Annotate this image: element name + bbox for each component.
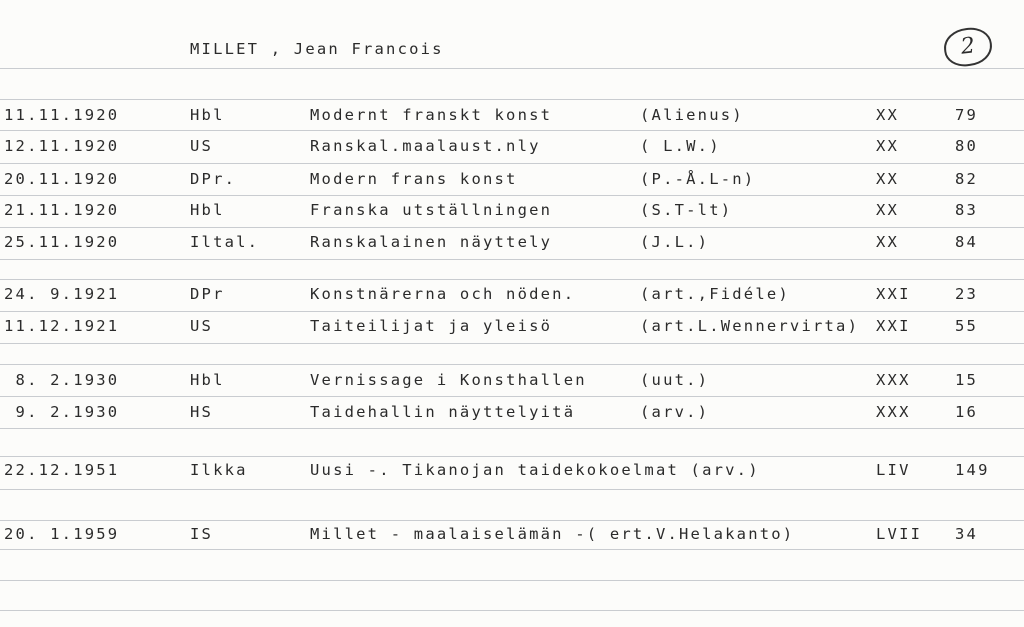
entry-volume: XXX	[876, 403, 911, 421]
entry-title: Ranskal.maalaust.nly	[310, 137, 541, 155]
entry-author: (uut.)	[640, 371, 710, 389]
ruled-line	[0, 428, 1024, 429]
entry-title: Modernt franskt konst	[310, 106, 553, 124]
entry-date: 20. 1.1959	[4, 525, 120, 543]
entry-title: Franska utställningen	[310, 201, 553, 219]
ruled-line	[0, 456, 1024, 457]
entry-title: Millet - maalaiselämän -( ert.V.Helakanto)	[310, 525, 795, 543]
entry-volume: XX	[876, 137, 900, 155]
entry-source: Iltal.	[190, 233, 260, 251]
entry-date: 24. 9.1921	[4, 285, 120, 303]
ruled-line	[0, 259, 1024, 260]
entry-source: HS	[190, 403, 214, 421]
entry-source: DPr	[190, 285, 225, 303]
entry-source: Hbl	[190, 201, 225, 219]
entry-number: 149	[955, 461, 990, 479]
entry-source: DPr.	[190, 170, 237, 188]
entry-volume: LVII	[876, 525, 923, 543]
entry-title: Modern frans konst	[310, 170, 518, 188]
ruled-line	[0, 311, 1024, 312]
entry-author: (S.T-lt)	[640, 201, 733, 219]
entry-number: 80	[955, 137, 979, 155]
entry-number: 79	[955, 106, 979, 124]
ruled-line	[0, 163, 1024, 164]
ruled-line	[0, 195, 1024, 196]
entry-source: Hbl	[190, 106, 225, 124]
ruled-line	[0, 580, 1024, 581]
entry-number: 55	[955, 317, 979, 335]
ruled-line	[0, 130, 1024, 131]
entry-volume: XXI	[876, 317, 911, 335]
entry-author: (Alienus)	[640, 106, 744, 124]
entry-date: 25.11.1920	[4, 233, 120, 251]
entry-number: 16	[955, 403, 979, 421]
entry-title: Konstnärerna och nöden.	[310, 285, 576, 303]
entry-author: (art.L.Wennervirta)	[640, 317, 860, 335]
entry-number: 34	[955, 525, 979, 543]
ruled-line	[0, 610, 1024, 611]
entry-title: Uusi -. Tikanojan taidekokoelmat (arv.)	[310, 461, 760, 479]
entry-number: 84	[955, 233, 979, 251]
entry-source: US	[190, 137, 214, 155]
entry-source: Ilkka	[190, 461, 248, 479]
entry-number: 15	[955, 371, 979, 389]
entry-author: (J.L.)	[640, 233, 710, 251]
entry-author: (art.,Fidéle)	[640, 285, 790, 303]
entry-volume: XXI	[876, 285, 911, 303]
entry-volume: XX	[876, 106, 900, 124]
entry-date: 20.11.1920	[4, 170, 120, 188]
entry-date: 11.11.1920	[4, 106, 120, 124]
entry-volume: XX	[876, 201, 900, 219]
entry-date: 12.11.1920	[4, 137, 120, 155]
entry-source: US	[190, 317, 214, 335]
ruled-line	[0, 520, 1024, 521]
entry-date: 11.12.1921	[4, 317, 120, 335]
entry-volume: XX	[876, 233, 900, 251]
entry-title: Ranskalainen näyttely	[310, 233, 553, 251]
ruled-line	[0, 489, 1024, 490]
page-number-circle: 2	[942, 26, 994, 69]
entry-volume: XX	[876, 170, 900, 188]
ruled-line	[0, 227, 1024, 228]
entry-number: 82	[955, 170, 979, 188]
entry-title: Taidehallin näyttelyitä	[310, 403, 576, 421]
entry-author: (P.-Å.L-n)	[640, 170, 756, 188]
entry-volume: XXX	[876, 371, 911, 389]
entry-volume: LIV	[876, 461, 911, 479]
entry-title: Vernissage i Konsthallen	[310, 371, 587, 389]
entry-date: 8. 2.1930	[4, 371, 120, 389]
ruled-line	[0, 549, 1024, 550]
ruled-line	[0, 99, 1024, 100]
entry-title: Taiteilijat ja yleisö	[310, 317, 553, 335]
entry-date: 21.11.1920	[4, 201, 120, 219]
ruled-line	[0, 68, 1024, 69]
ruled-line	[0, 396, 1024, 397]
entry-date: 9. 2.1930	[4, 403, 120, 421]
card-header-name: MILLET , Jean Francois	[190, 40, 444, 58]
entry-number: 23	[955, 285, 979, 303]
ruled-line	[0, 364, 1024, 365]
entry-source: Hbl	[190, 371, 225, 389]
ruled-line	[0, 343, 1024, 344]
entry-author: (arv.)	[640, 403, 710, 421]
entry-source: IS	[190, 525, 214, 543]
entry-date: 22.12.1951	[4, 461, 120, 479]
ruled-line	[0, 279, 1024, 280]
entry-number: 83	[955, 201, 979, 219]
entry-author: ( L.W.)	[640, 137, 721, 155]
